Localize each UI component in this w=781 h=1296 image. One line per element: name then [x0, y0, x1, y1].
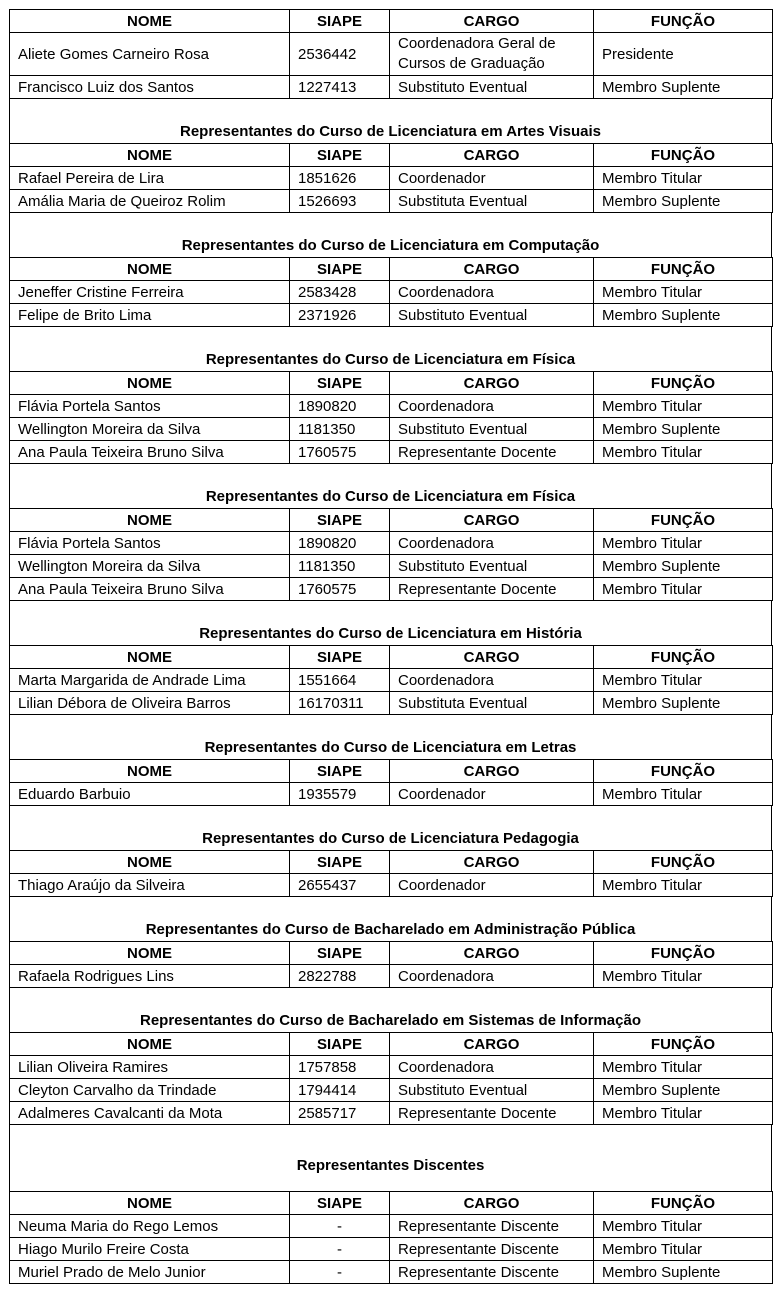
header-cargo: CARGO	[390, 760, 594, 783]
cell-nome: Cleyton Carvalho da Trindade	[10, 1079, 290, 1102]
table-header-row	[10, 851, 773, 874]
table-header-row	[10, 760, 773, 783]
table-row	[10, 692, 773, 715]
header-nome: NOME	[10, 10, 290, 33]
table-header-row	[10, 509, 773, 532]
header-cargo: CARGO	[390, 1192, 594, 1215]
cell-nome: Amália Maria de Queiroz Rolim	[10, 190, 290, 213]
header-funcao: FUNÇÃO	[594, 144, 773, 167]
table-row	[10, 441, 773, 464]
cell-funcao: Membro Suplente	[594, 76, 773, 99]
cell-cargo: Substituto Eventual	[390, 76, 594, 99]
table-row	[10, 783, 773, 806]
table-header-row	[10, 1192, 773, 1215]
cell-cargo: Coordenadora	[390, 1056, 594, 1079]
cell-cargo: Representante Docente	[390, 441, 594, 464]
cell-siape: 2822788	[290, 965, 390, 988]
section-title: Representantes do Curso de Bacharelado em Administração Pública	[9, 919, 772, 941]
cell-nome: Felipe de Brito Lima	[10, 304, 290, 327]
section-title: Representantes do Curso de Licenciatura em História	[9, 623, 772, 645]
cell-funcao: Membro Suplente	[594, 692, 773, 715]
cell-funcao: Membro Titular	[594, 669, 773, 692]
section-spacer	[9, 1125, 772, 1155]
cell-siape: 2655437	[290, 874, 390, 897]
cell-cargo: Representante Discente	[390, 1215, 594, 1238]
cell-funcao: Membro Titular	[594, 167, 773, 190]
cell-siape: 1794414	[290, 1079, 390, 1102]
header-funcao: FUNÇÃO	[594, 942, 773, 965]
header-funcao: FUNÇÃO	[594, 646, 773, 669]
cell-funcao: Membro Titular	[594, 441, 773, 464]
cell-cargo: Coordenadora	[390, 669, 594, 692]
header-nome: NOME	[10, 646, 290, 669]
cell-cargo: Substituto Eventual	[390, 555, 594, 578]
cell-funcao: Membro Titular	[594, 1215, 773, 1238]
cell-nome: Wellington Moreira da Silva	[10, 418, 290, 441]
header-nome: NOME	[10, 851, 290, 874]
section-title: Representantes do Curso de Licenciatura em Artes Visuais	[9, 121, 772, 143]
table-row	[10, 555, 773, 578]
header-funcao: FUNÇÃO	[594, 760, 773, 783]
cell-siape: 1757858	[290, 1056, 390, 1079]
header-nome: NOME	[10, 372, 290, 395]
table-header-row	[10, 942, 773, 965]
header-cargo: CARGO	[390, 942, 594, 965]
cell-siape: 1227413	[290, 76, 390, 99]
cell-siape: -	[290, 1215, 390, 1238]
header-cargo: CARGO	[390, 646, 594, 669]
table-row	[10, 1238, 773, 1261]
table-header-row	[10, 144, 773, 167]
cell-cargo: Substituta Eventual	[390, 692, 594, 715]
cell-siape: 2585717	[290, 1102, 390, 1125]
section-title: Representantes do Curso de Bacharelado em Sistemas de Informação	[9, 1010, 772, 1032]
cell-funcao: Membro Titular	[594, 281, 773, 304]
cell-funcao: Presidente	[594, 33, 773, 76]
cell-funcao: Membro Suplente	[594, 555, 773, 578]
table-row	[10, 1102, 773, 1125]
section-title: Representantes Discentes	[9, 1155, 772, 1177]
header-nome: NOME	[10, 144, 290, 167]
cell-cargo: Coordenadora	[390, 965, 594, 988]
cell-siape: 1760575	[290, 441, 390, 464]
header-cargo: CARGO	[390, 144, 594, 167]
table-row	[10, 281, 773, 304]
cell-siape: 16170311	[290, 692, 390, 715]
cell-siape: 2536442	[290, 33, 390, 76]
cell-siape: 1851626	[290, 167, 390, 190]
members-table	[9, 850, 773, 897]
cell-funcao: Membro Suplente	[594, 1261, 773, 1284]
table-row	[10, 304, 773, 327]
header-funcao: FUNÇÃO	[594, 258, 773, 281]
cell-cargo: Substituta Eventual	[390, 190, 594, 213]
section-spacer	[9, 601, 772, 623]
section-spacer	[9, 715, 772, 737]
header-siape: SIAPE	[290, 942, 390, 965]
header-nome: NOME	[10, 1033, 290, 1056]
members-table	[9, 143, 773, 213]
table-row	[10, 1215, 773, 1238]
table-row	[10, 167, 773, 190]
cell-nome: Flávia Portela Santos	[10, 532, 290, 555]
members-table	[9, 645, 773, 715]
table-row	[10, 532, 773, 555]
cell-funcao: Membro Suplente	[594, 418, 773, 441]
cell-siape: 2371926	[290, 304, 390, 327]
cell-nome: Neuma Maria do Rego Lemos	[10, 1215, 290, 1238]
header-siape: SIAPE	[290, 646, 390, 669]
cell-siape: 1181350	[290, 555, 390, 578]
cell-siape: 1181350	[290, 418, 390, 441]
cell-siape: 2583428	[290, 281, 390, 304]
header-funcao: FUNÇÃO	[594, 372, 773, 395]
members-table	[9, 371, 773, 464]
cell-nome: Adalmeres Cavalcanti da Mota	[10, 1102, 290, 1125]
cell-siape: -	[290, 1238, 390, 1261]
cell-nome: Rafael Pereira de Lira	[10, 167, 290, 190]
cell-siape: 1551664	[290, 669, 390, 692]
table-row	[10, 76, 773, 99]
cell-nome: Ana Paula Teixeira Bruno Silva	[10, 441, 290, 464]
table-row	[10, 418, 773, 441]
header-siape: SIAPE	[290, 144, 390, 167]
cell-cargo: Representante Docente	[390, 1102, 594, 1125]
section-spacer	[9, 327, 772, 349]
cell-nome: Thiago Araújo da Silveira	[10, 874, 290, 897]
table-row	[10, 874, 773, 897]
members-table	[9, 1032, 773, 1125]
cell-siape: 1890820	[290, 395, 390, 418]
header-funcao: FUNÇÃO	[594, 509, 773, 532]
cell-cargo: Coordenadora Geral de Cursos de Graduação	[390, 33, 594, 76]
header-cargo: CARGO	[390, 509, 594, 532]
cell-siape: 1890820	[290, 532, 390, 555]
header-siape: SIAPE	[290, 1192, 390, 1215]
section-spacer	[9, 213, 772, 235]
cell-nome: Francisco Luiz dos Santos	[10, 76, 290, 99]
header-siape: SIAPE	[290, 372, 390, 395]
header-nome: NOME	[10, 509, 290, 532]
table-header-row	[10, 10, 773, 33]
header-siape: SIAPE	[290, 10, 390, 33]
cell-cargo: Representante Discente	[390, 1238, 594, 1261]
cell-cargo: Coordenadora	[390, 395, 594, 418]
section-spacer	[9, 988, 772, 1010]
cell-nome: Jeneffer Cristine Ferreira	[10, 281, 290, 304]
header-nome: NOME	[10, 258, 290, 281]
cell-nome: Lilian Oliveira Ramires	[10, 1056, 290, 1079]
table-row	[10, 965, 773, 988]
header-cargo: CARGO	[390, 258, 594, 281]
cell-cargo: Substituto Eventual	[390, 304, 594, 327]
header-funcao: FUNÇÃO	[594, 1192, 773, 1215]
cell-funcao: Membro Titular	[594, 783, 773, 806]
members-table	[9, 508, 773, 601]
header-funcao: FUNÇÃO	[594, 10, 773, 33]
members-table	[9, 759, 773, 806]
table-header-row	[10, 646, 773, 669]
members-table	[9, 1191, 773, 1284]
cell-nome: Marta Margarida de Andrade Lima	[10, 669, 290, 692]
cell-nome: Eduardo Barbuio	[10, 783, 290, 806]
table-row	[10, 1056, 773, 1079]
cell-siape: 1526693	[290, 190, 390, 213]
section-title: Representantes do Curso de Licenciatura em Física	[9, 486, 772, 508]
cell-nome: Muriel Prado de Melo Junior	[10, 1261, 290, 1284]
cell-funcao: Membro Titular	[594, 965, 773, 988]
header-cargo: CARGO	[390, 851, 594, 874]
section-spacer	[9, 99, 772, 121]
section-spacer	[9, 897, 772, 919]
cell-cargo: Coordenadora	[390, 281, 594, 304]
cell-siape: 1760575	[290, 578, 390, 601]
cell-cargo: Substituto Eventual	[390, 418, 594, 441]
table-row	[10, 33, 773, 76]
cell-nome: Hiago Murilo Freire Costa	[10, 1238, 290, 1261]
members-table	[9, 941, 773, 988]
header-siape: SIAPE	[290, 509, 390, 532]
cell-cargo: Coordenador	[390, 874, 594, 897]
cell-nome: Wellington Moreira da Silva	[10, 555, 290, 578]
cell-cargo: Coordenadora	[390, 532, 594, 555]
section-spacer	[9, 1177, 772, 1191]
cell-funcao: Membro Titular	[594, 532, 773, 555]
header-nome: NOME	[10, 942, 290, 965]
header-cargo: CARGO	[390, 372, 594, 395]
cell-nome: Flávia Portela Santos	[10, 395, 290, 418]
cell-funcao: Membro Titular	[594, 395, 773, 418]
header-nome: NOME	[10, 1192, 290, 1215]
section-spacer	[9, 464, 772, 486]
cell-nome: Aliete Gomes Carneiro Rosa	[10, 33, 290, 76]
members-table	[9, 257, 773, 327]
table-header-row	[10, 372, 773, 395]
cell-cargo: Coordenador	[390, 783, 594, 806]
header-siape: SIAPE	[290, 258, 390, 281]
cell-nome: Lilian Débora de Oliveira Barros	[10, 692, 290, 715]
header-siape: SIAPE	[290, 760, 390, 783]
cell-funcao: Membro Titular	[594, 1102, 773, 1125]
cell-funcao: Membro Suplente	[594, 190, 773, 213]
cell-siape: -	[290, 1261, 390, 1284]
section-title: Representantes do Curso de Licenciatura Pedagogia	[9, 828, 772, 850]
cell-cargo: Coordenador	[390, 167, 594, 190]
table-row	[10, 669, 773, 692]
section-title: Representantes do Curso de Licenciatura em Computação	[9, 235, 772, 257]
table-row	[10, 1079, 773, 1102]
cell-funcao: Membro Titular	[594, 578, 773, 601]
table-row	[10, 395, 773, 418]
cell-cargo: Representante Discente	[390, 1261, 594, 1284]
table-row	[10, 190, 773, 213]
cell-nome: Ana Paula Teixeira Bruno Silva	[10, 578, 290, 601]
cell-cargo: Representante Docente	[390, 578, 594, 601]
table-row	[10, 1261, 773, 1284]
table-header-row	[10, 1033, 773, 1056]
header-cargo: CARGO	[390, 1033, 594, 1056]
section-spacer	[9, 806, 772, 828]
cell-funcao: Membro Titular	[594, 874, 773, 897]
header-funcao: FUNÇÃO	[594, 1033, 773, 1056]
header-siape: SIAPE	[290, 1033, 390, 1056]
header-funcao: FUNÇÃO	[594, 851, 773, 874]
section-title: Representantes do Curso de Licenciatura em Física	[9, 349, 772, 371]
cell-funcao: Membro Titular	[594, 1238, 773, 1261]
cell-funcao: Membro Titular	[594, 1056, 773, 1079]
section-title: Representantes do Curso de Licenciatura em Letras	[9, 737, 772, 759]
cell-nome: Rafaela Rodrigues Lins	[10, 965, 290, 988]
cell-siape: 1935579	[290, 783, 390, 806]
table-header-row	[10, 258, 773, 281]
cell-funcao: Membro Suplente	[594, 304, 773, 327]
header-cargo: CARGO	[390, 10, 594, 33]
members-table	[9, 9, 773, 99]
cell-cargo: Substituto Eventual	[390, 1079, 594, 1102]
header-siape: SIAPE	[290, 851, 390, 874]
document	[9, 9, 772, 1284]
table-row	[10, 578, 773, 601]
cell-funcao: Membro Suplente	[594, 1079, 773, 1102]
header-nome: NOME	[10, 760, 290, 783]
